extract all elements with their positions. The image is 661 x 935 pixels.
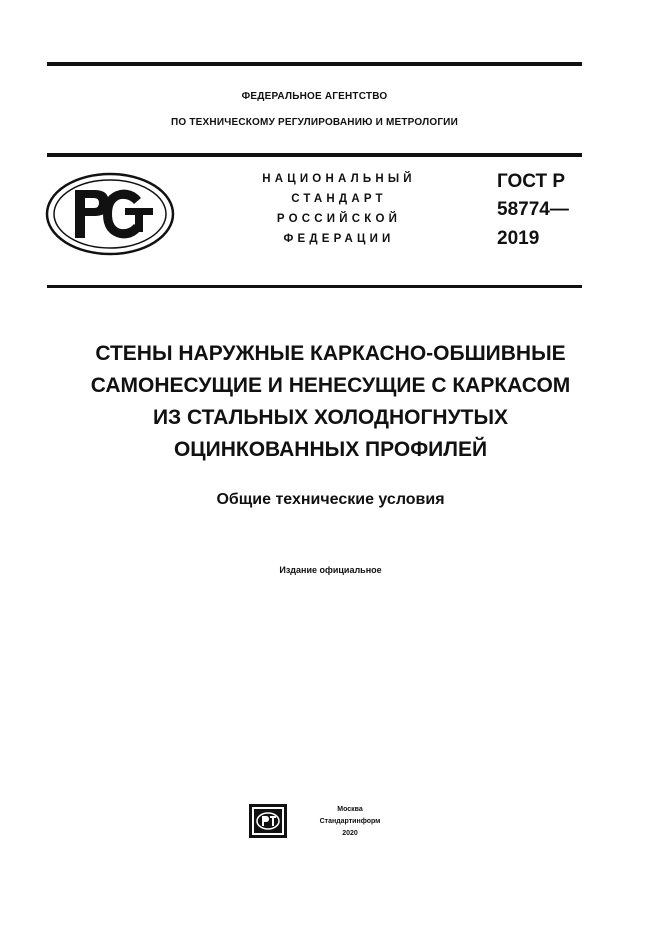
top-rule bbox=[47, 62, 582, 66]
bottom-header-rule bbox=[47, 285, 582, 288]
document-title-line-1: СТЕНЫ НАРУЖНЫЕ КАРКАСНО-ОБШИВНЫЕ bbox=[95, 342, 566, 365]
rst-certification-logo-icon bbox=[45, 172, 175, 256]
publisher-name: Стандартинформ bbox=[319, 818, 381, 825]
standard-type-line-4: ФЕДЕРАЦИИ bbox=[283, 233, 395, 245]
standard-type-line-2: СТАНДАРТ bbox=[291, 193, 387, 205]
standard-type-line-1: НАЦИОНАЛЬНЫЙ bbox=[262, 173, 416, 185]
designation-line-2: 58774— bbox=[497, 199, 569, 220]
document-subtitle: Общие технические условия bbox=[216, 491, 445, 508]
agency-line-1: ФЕДЕРАЛЬНОЕ АГЕНТСТВО bbox=[241, 91, 388, 102]
standard-type-line-3: РОССИЙСКОЙ bbox=[276, 213, 402, 225]
publisher-city: Москва bbox=[337, 806, 363, 813]
designation-line-1: ГОСТ Р bbox=[497, 171, 566, 192]
publisher-year: 2020 bbox=[342, 830, 358, 837]
document-title-line-3: ИЗ СТАЛЬНЫХ ХОЛОДНОГНУТЫХ bbox=[152, 406, 509, 429]
designation-line-3: 2019 bbox=[497, 228, 540, 249]
edition-note: Издание официальное bbox=[279, 565, 382, 575]
agency-line-2: ПО ТЕХНИЧЕСКОМУ РЕГУЛИРОВАНИЮ И МЕТРОЛОГИИ bbox=[171, 117, 458, 128]
document-title-line-2: САМОНЕСУЩИЕ И НЕНЕСУЩИЕ С КАРКАСОМ bbox=[90, 374, 571, 397]
header-rule bbox=[47, 153, 582, 157]
document-title-line-4: ОЦИНКОВАННЫХ ПРОФИЛЕЙ bbox=[173, 438, 488, 461]
standartinform-logo-icon bbox=[248, 803, 288, 839]
